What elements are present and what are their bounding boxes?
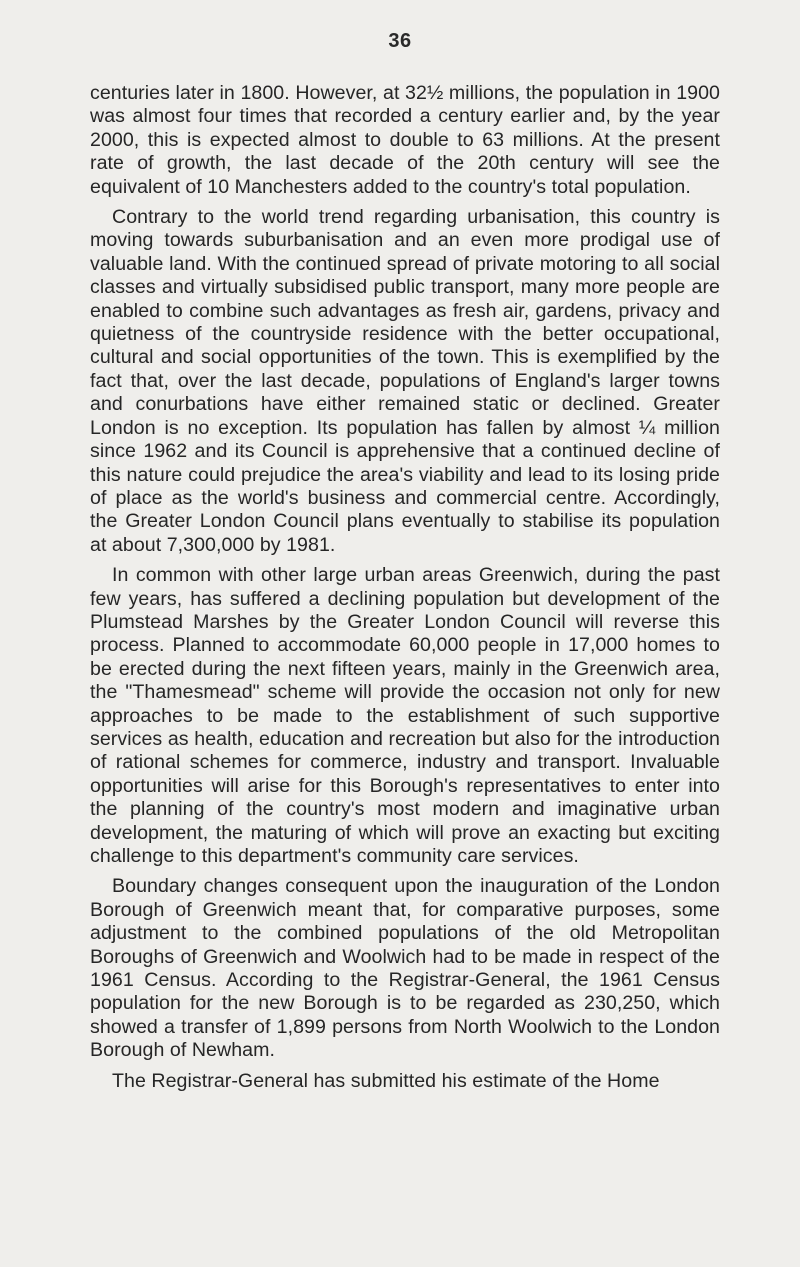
body-text bbox=[90, 82, 720, 1093]
paragraph-3: In common with other large urban areas Greenwich, during the past few years, has suffered a declining population but development of the Plumstead Marshes by the Greater London Council will reverse this process. Planned to accommodate 60,000 people in 17,000 homes to be erected during the next fifteen years, mainly in the Greenwich area, the "Thamesmead" scheme will provide the occasion not only for new approaches to be made to the establishment of such supportive services as health, education and recreation but also for the introduction of rational schemes for commerce, industry and transport. Invaluable opportunities will arise for this Borough's representatives to enter into the planning of the country's most modern and imaginative urban development, the maturing of which will prove an exacting but exciting challenge to this department's community care services. bbox=[90, 564, 720, 867]
paragraph-4: Boundary changes consequent upon the inauguration of the London Borough of Greenwich meant that, for comparative purposes, some adjustment to the combined populations of the old Metropolitan Boroughs of Greenwich and Woolwich had to be made in respect of the 1961 Census. According to the Registrar-General, the 1961 Census population for the new Borough is to be regarded as 230,250, which showed a transfer of 1,899 persons from North Woolwich to the London Borough of Newham. bbox=[90, 875, 720, 1062]
paragraph-2: Contrary to the world trend regarding urbanisation, this country is moving towards suburbanisation and an even more prodigal use of valuable land. With the continued spread of private motoring to all social classes and virtually subsidised public transport, many more people are enabled to combine such advantages as fresh air, gardens, privacy and quietness of the countryside residence with the better occupational, cultural and social opportunities of the town. This is exemplified by the fact that, over the last decade, populations of England's larger towns and conurbations have either remained static or declined. Greater London is no exception. Its population has fallen by almost ¼ million since 1962 and its Council is apprehensive that a continued decline of this nature could prejudice the area's viability and lead to its losing pride of place as the world's business and commercial centre. Accordingly, the Greater London Council plans eventually to stabilise its population at about 7,300,000 by 1981. bbox=[90, 206, 720, 556]
paragraph-5: The Registrar-General has submitted his estimate of the Home bbox=[112, 1069, 660, 1092]
paragraph-1: centuries later in 1800. However, at 32½ millions, the population in 1900 was almost four times that recorded a century earlier and, by the year 2000, this is expected almost to double to 63 millions. At the present rate of growth, the last decade of the 20th century will see the equivalent of 10 Manchesters added to the country's total population. bbox=[90, 82, 720, 198]
page-number: 36 bbox=[388, 30, 412, 52]
